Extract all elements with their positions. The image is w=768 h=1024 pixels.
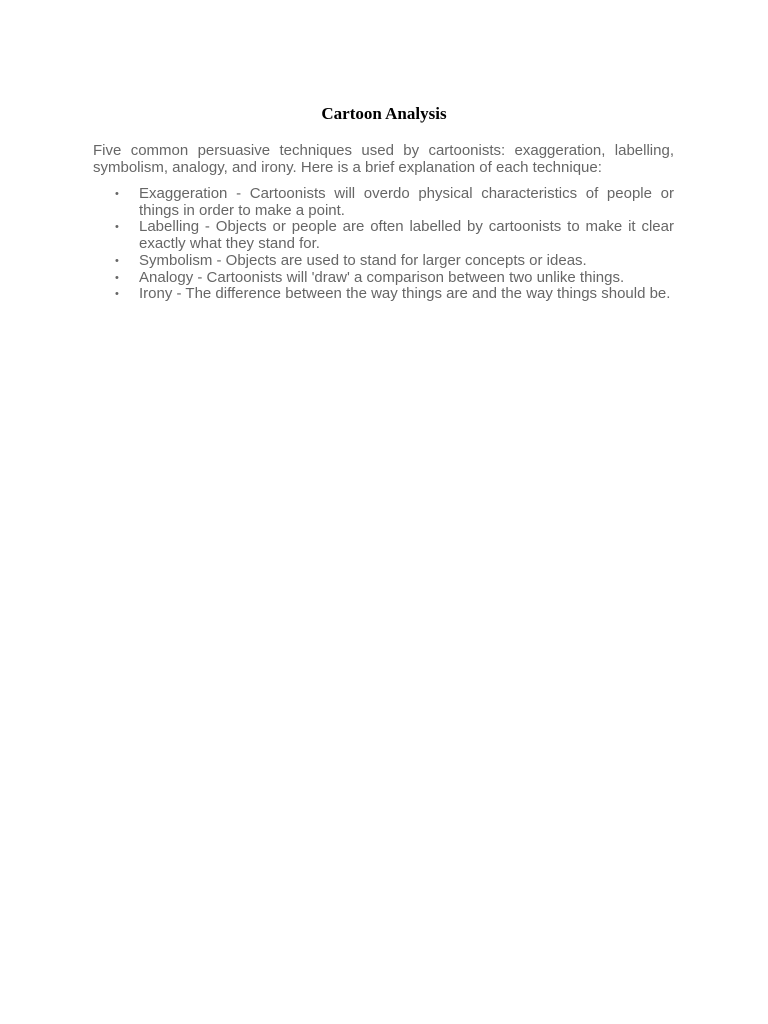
page-title: Cartoon Analysis xyxy=(321,104,447,123)
technique-symbolism: Symbolism - Objects are used to stand for larger concepts or ideas. xyxy=(139,251,587,269)
techniques-list xyxy=(93,186,674,303)
technique-analogy: Analogy - Cartoonists will 'draw' a comparison between two unlike things. xyxy=(139,268,625,286)
bullet-icon: • xyxy=(115,221,119,234)
bullet-icon: • xyxy=(115,271,119,284)
technique-irony: Irony - The difference between the way things are and the way things should be. xyxy=(139,285,671,303)
bullet-icon: • xyxy=(115,288,119,301)
list-item xyxy=(93,219,674,252)
list-item xyxy=(93,270,674,287)
bullet-icon: • xyxy=(115,188,119,200)
intro-paragraph: Five common persuasive techniques used by cartoonists: exaggeration, labelling, symbolism, analogy, and irony. Here is a brief explanation of each technique: xyxy=(93,142,674,176)
list-item xyxy=(93,286,674,303)
technique-exaggeration: Exaggeration - Cartoonists will overdo physical characteristics of people or things in order to make a point. xyxy=(139,185,674,219)
list-item xyxy=(93,186,674,219)
list-item xyxy=(93,253,674,270)
technique-labelling: Labelling - Objects or people are often labelled by cartoonists to make it clear exactly what they stand for. xyxy=(139,218,674,253)
bullet-icon: • xyxy=(115,254,119,267)
